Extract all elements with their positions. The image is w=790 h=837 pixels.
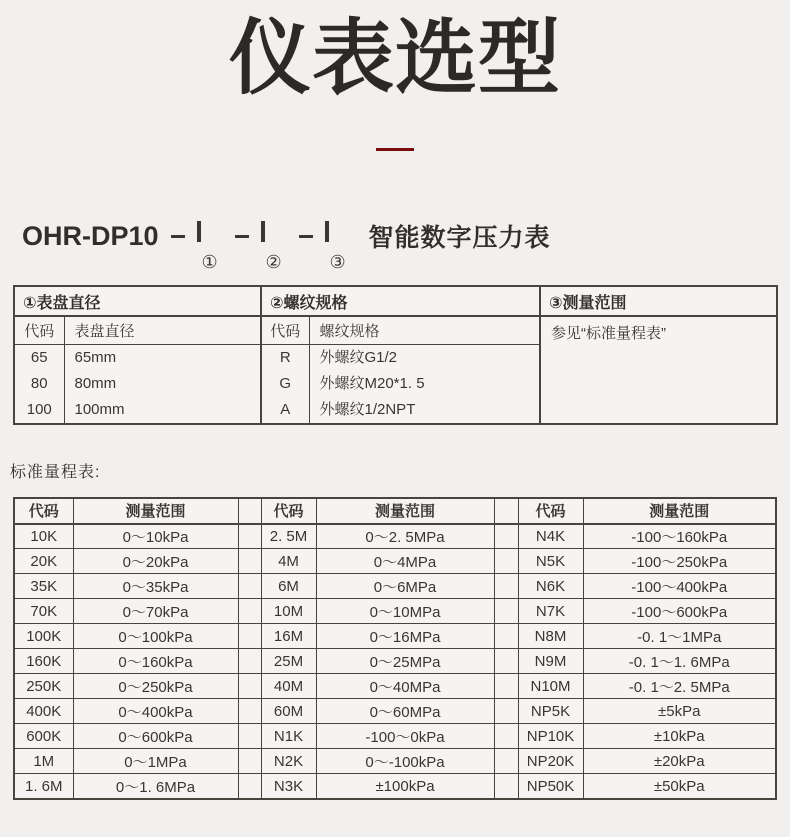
- range-code-cell: 60M: [261, 699, 316, 724]
- range-value-cell: ±10kPa: [583, 724, 776, 749]
- range-code-cell: N6K: [518, 574, 583, 599]
- range-table-row: [14, 524, 776, 549]
- standard-range-table: [13, 497, 777, 800]
- col-header-code: 代码: [261, 498, 316, 524]
- range-table-row: [14, 774, 776, 799]
- dial-value: 100mm: [74, 400, 125, 418]
- section-header-measuring-range: ③测量范围: [540, 286, 777, 316]
- col-header-code: 代码: [518, 498, 583, 524]
- range-value-cell: 0～250kPa: [73, 674, 238, 699]
- range-table-row: [14, 649, 776, 674]
- range-code-cell: N9M: [518, 649, 583, 674]
- spacer-cell: [238, 674, 261, 699]
- model-placeholder-3: [325, 223, 351, 273]
- thread-value: 外螺纹G1/2: [319, 348, 398, 366]
- model-placeholder-2: [261, 223, 287, 273]
- model-position-number-1: ①: [201, 252, 218, 273]
- spacer-cell: [494, 549, 518, 574]
- thread-value: 外螺纹M20*1. 5: [319, 374, 425, 392]
- range-value-cell: -100～600kPa: [583, 599, 776, 624]
- dial-value-list: [64, 344, 261, 424]
- dial-code: 80: [30, 374, 48, 392]
- spacer-cell: [238, 749, 261, 774]
- range-value-cell: -0. 1～1. 6MPa: [583, 649, 776, 674]
- thread-code: G: [279, 374, 292, 392]
- dial-code: 65: [30, 348, 48, 366]
- range-table-row: [14, 724, 776, 749]
- col-header-code-1: 代码: [14, 316, 64, 344]
- range-code-cell: N7K: [518, 599, 583, 624]
- model-separator-dash: [235, 235, 249, 238]
- spacer-cell: [238, 624, 261, 649]
- range-value-cell: 0～60MPa: [316, 699, 494, 724]
- range-code-cell: 250K: [14, 674, 73, 699]
- model-placeholder-box-1: [197, 221, 201, 242]
- range-code-cell: 6M: [261, 574, 316, 599]
- range-value-cell: 0～1MPa: [73, 749, 238, 774]
- selection-table: [13, 285, 778, 425]
- range-table-row: [14, 574, 776, 599]
- range-code-cell: 4M: [261, 549, 316, 574]
- range-value-cell: 0～25MPa: [316, 649, 494, 674]
- range-code-cell: NP5K: [518, 699, 583, 724]
- range-value-cell: 0～1. 6MPa: [73, 774, 238, 799]
- range-value-cell: ±20kPa: [583, 749, 776, 774]
- range-code-cell: N8M: [518, 624, 583, 649]
- range-value-cell: 0～100kPa: [73, 624, 238, 649]
- spacer-cell: [238, 498, 261, 524]
- spacer-cell: [494, 724, 518, 749]
- model-suffix: 智能数字压力表: [368, 224, 551, 253]
- section-header-thread-spec: ②螺纹规格: [261, 286, 540, 316]
- model-position-number-3: ③: [329, 252, 346, 273]
- col-header-range: 测量范围: [583, 498, 776, 524]
- range-code-cell: N1K: [261, 724, 316, 749]
- dial-code: 100: [26, 400, 52, 418]
- range-value-cell: 0～4MPa: [316, 549, 494, 574]
- spacer-cell: [238, 549, 261, 574]
- range-value-cell: ±50kPa: [583, 774, 776, 799]
- range-value-cell: 0～40MPa: [316, 674, 494, 699]
- col-header-dial-diameter: 表盘直径: [64, 316, 261, 344]
- range-value-cell: 0～2. 5MPa: [316, 524, 494, 549]
- model-code-row: [22, 220, 790, 273]
- range-code-cell: 35K: [14, 574, 73, 599]
- spacer-cell: [494, 498, 518, 524]
- range-code-cell: NP50K: [518, 774, 583, 799]
- range-code-cell: 10M: [261, 599, 316, 624]
- spacer-cell: [494, 574, 518, 599]
- range-value-cell: -100～0kPa: [316, 724, 494, 749]
- spacer-cell: [238, 724, 261, 749]
- col-header-range: 测量范围: [73, 498, 238, 524]
- range-value-cell: 0～10kPa: [73, 524, 238, 549]
- range-code-cell: N10M: [518, 674, 583, 699]
- col-header-code-2: 代码: [261, 316, 309, 344]
- thread-value-list: [309, 344, 540, 424]
- range-code-cell: 1M: [14, 749, 73, 774]
- spacer-cell: [494, 624, 518, 649]
- range-code-cell: 10K: [14, 524, 73, 549]
- selection-table-header-row: [14, 286, 777, 316]
- range-code-cell: 20K: [14, 549, 73, 574]
- range-code-cell: 40M: [261, 674, 316, 699]
- spacer-cell: [238, 774, 261, 799]
- model-separator-dash: [299, 235, 313, 238]
- thread-code: R: [279, 348, 291, 366]
- range-value-cell: ±100kPa: [316, 774, 494, 799]
- spacer-cell: [238, 524, 261, 549]
- model-placeholder-box-3: [325, 221, 329, 242]
- range-table-row: [14, 599, 776, 624]
- range-value-cell: 0～16MPa: [316, 624, 494, 649]
- thread-code: A: [280, 400, 291, 418]
- range-table-label: 标准量程表:: [10, 463, 101, 481]
- range-value-cell: 0～10MPa: [316, 599, 494, 624]
- range-table-header-row: [14, 498, 776, 524]
- dial-code-list: [14, 344, 64, 424]
- dial-value: 65mm: [74, 348, 117, 366]
- range-code-cell: 400K: [14, 699, 73, 724]
- range-value-cell: -0. 1～2. 5MPa: [583, 674, 776, 699]
- range-code-cell: 2. 5M: [261, 524, 316, 549]
- dial-value: 80mm: [74, 374, 117, 392]
- range-code-cell: NP20K: [518, 749, 583, 774]
- model-placeholder-box-2: [261, 221, 265, 242]
- range-table-row: [14, 624, 776, 649]
- page-title: 仪表选型: [228, 13, 561, 104]
- spacer-cell: [238, 599, 261, 624]
- spacer-cell: [494, 524, 518, 549]
- model-placeholder-1: [197, 223, 223, 273]
- range-code-cell: 25M: [261, 649, 316, 674]
- spacer-cell: [494, 749, 518, 774]
- range-value-cell: -100～400kPa: [583, 574, 776, 599]
- spacer-cell: [494, 774, 518, 799]
- range-value-cell: 0～400kPa: [73, 699, 238, 724]
- spacer-cell: [494, 649, 518, 674]
- range-code-cell: N4K: [518, 524, 583, 549]
- spacer-cell: [238, 649, 261, 674]
- range-value-cell: 0～600kPa: [73, 724, 238, 749]
- range-code-cell: 1. 6M: [14, 774, 73, 799]
- range-table-row: [14, 549, 776, 574]
- range-value-cell: 0～20kPa: [73, 549, 238, 574]
- range-code-cell: N2K: [261, 749, 316, 774]
- range-code-cell: 600K: [14, 724, 73, 749]
- col-header-thread-spec: 螺纹规格: [309, 316, 540, 344]
- range-value-cell: 0～35kPa: [73, 574, 238, 599]
- model-position-number-2: ②: [265, 252, 282, 273]
- spacer-cell: [494, 599, 518, 624]
- range-value-cell: -100～160kPa: [583, 524, 776, 549]
- range-code-cell: N5K: [518, 549, 583, 574]
- range-table-row: [14, 749, 776, 774]
- range-value-cell: 0～-100kPa: [316, 749, 494, 774]
- model-prefix: OHR-DP10: [22, 220, 159, 251]
- thread-value: 外螺纹1/2NPT: [319, 400, 416, 418]
- range-value-cell: 0～160kPa: [73, 649, 238, 674]
- range-value-cell: ±5kPa: [583, 699, 776, 724]
- range-value-cell: 0～6MPa: [316, 574, 494, 599]
- range-code-cell: 160K: [14, 649, 73, 674]
- spacer-cell: [494, 699, 518, 724]
- spacer-cell: [494, 674, 518, 699]
- col-header-code: 代码: [14, 498, 73, 524]
- range-value-cell: -0. 1～1MPa: [583, 624, 776, 649]
- selection-table-subheader-row: [14, 316, 777, 344]
- spacer-cell: [238, 699, 261, 724]
- spacer-cell: [238, 574, 261, 599]
- col-header-range: 测量范围: [316, 498, 494, 524]
- range-value-cell: 0～70kPa: [73, 599, 238, 624]
- title-divider: [376, 148, 414, 151]
- range-code-cell: 16M: [261, 624, 316, 649]
- model-separator-dash: [171, 235, 185, 238]
- measuring-range-note: 参见“标准量程表”: [540, 316, 777, 424]
- range-code-cell: 100K: [14, 624, 73, 649]
- range-code-cell: NP10K: [518, 724, 583, 749]
- range-table-row: [14, 699, 776, 724]
- range-table-row: [14, 674, 776, 699]
- range-code-cell: 70K: [14, 599, 73, 624]
- section-header-dial-diameter: ①表盘直径: [14, 286, 261, 316]
- range-value-cell: -100～250kPa: [583, 549, 776, 574]
- range-code-cell: N3K: [261, 774, 316, 799]
- thread-code-list: [261, 344, 309, 424]
